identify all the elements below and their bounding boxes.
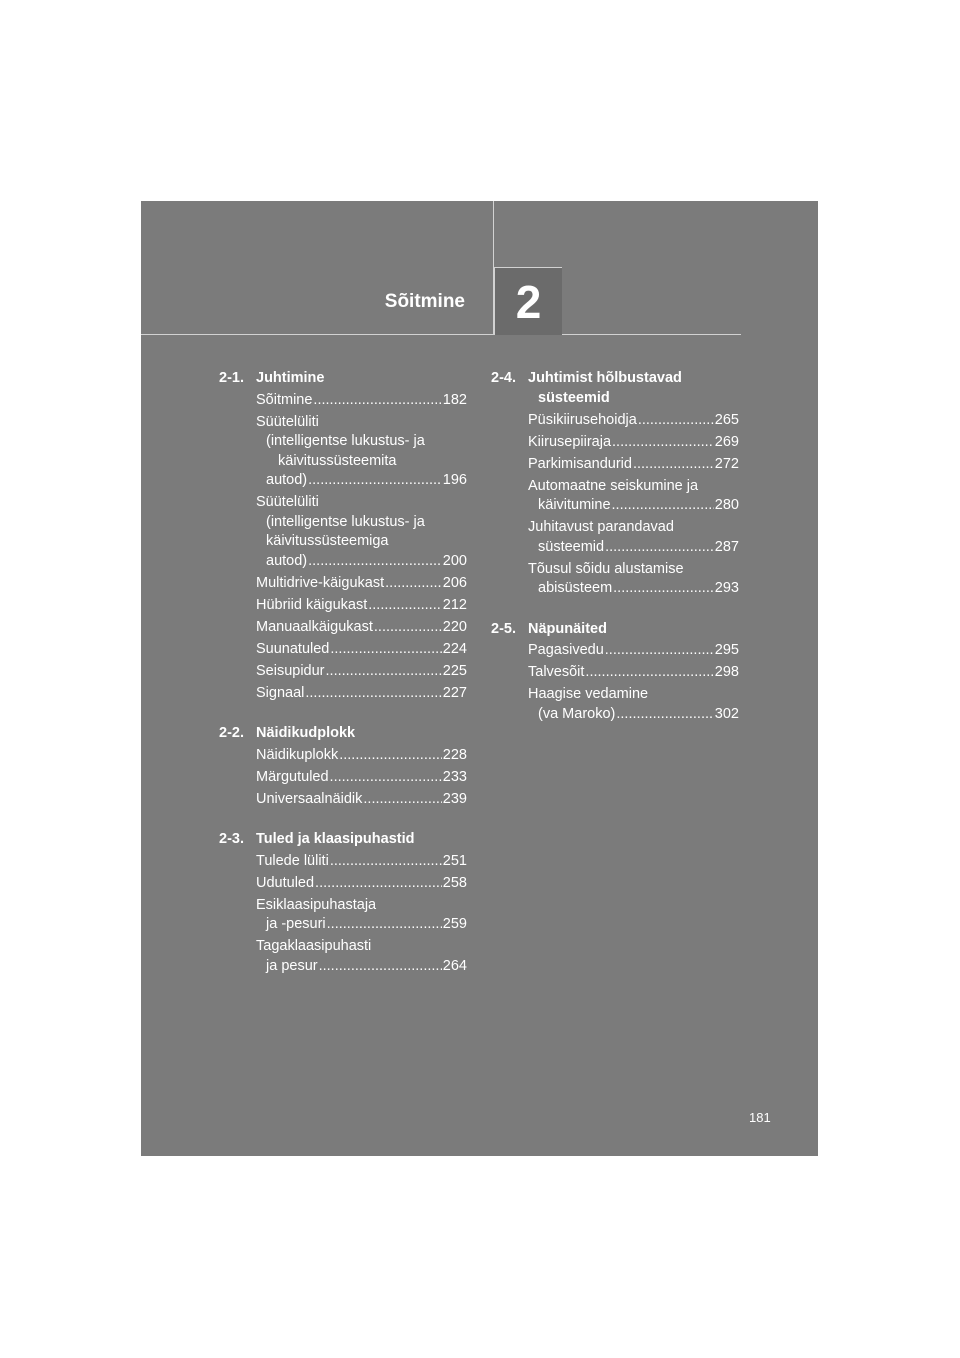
entry-text: Püsikiirusehoidja [528, 411, 637, 428]
entry-text: Tulede lüliti [256, 852, 329, 869]
entry-row [528, 705, 739, 725]
entry-row [256, 790, 467, 810]
toc-entry[interactable] [528, 663, 739, 683]
entry-row [256, 552, 467, 572]
entry-row [256, 640, 467, 660]
entry-page: 265 [714, 411, 739, 428]
toc-entry[interactable] [528, 685, 739, 724]
entry-row [256, 596, 467, 616]
entry-text: Udutuled [256, 874, 315, 891]
dot-leader [315, 874, 442, 894]
dot-leader [613, 579, 714, 599]
dot-leader [374, 618, 442, 638]
section-heading [219, 829, 467, 849]
header-horizontal-rule [141, 334, 741, 335]
section-title-continued [491, 388, 739, 408]
section-heading [219, 723, 467, 743]
toc-entry[interactable] [256, 746, 467, 766]
entry-row [256, 852, 467, 872]
entry-text: Multidrive-käigukast [256, 574, 385, 591]
entry-row [528, 641, 739, 661]
section-title: Juhtimine [256, 370, 325, 386]
entry-row [256, 618, 467, 638]
section-number: 2-3. [219, 831, 244, 847]
entry-text: autod) [266, 472, 308, 488]
toc-section [219, 368, 467, 703]
entry-page: 182 [442, 391, 467, 408]
entry-page: 224 [442, 640, 467, 657]
entry-row [256, 874, 467, 894]
entry-page: 295 [714, 642, 739, 658]
entry-row [256, 574, 467, 594]
toc-entry[interactable] [256, 852, 467, 872]
dot-leader [330, 768, 442, 788]
entry-text: Manuaalkäigukast [256, 618, 373, 635]
entry-text: Universaalnäidik [256, 790, 363, 807]
entry-text: käivitumine [538, 497, 611, 513]
section-number: 2-5. [491, 620, 516, 637]
entry-row [256, 662, 467, 682]
entry-page: 206 [442, 574, 467, 591]
entry-line: Süütelüliti [256, 494, 319, 510]
toc-entry[interactable] [256, 684, 467, 704]
entry-row [528, 579, 739, 599]
toc-left-column [219, 368, 467, 996]
dot-leader [605, 538, 714, 558]
dot-leader [319, 957, 442, 977]
section-title: Näidikudplokk [256, 725, 356, 741]
entry-text: ja -pesuri [266, 916, 326, 932]
section-title: Juhtimist hõlbustavad [528, 370, 682, 386]
entry-row [528, 663, 739, 683]
dot-leader [363, 790, 441, 810]
section-number: 2-2. [219, 725, 244, 741]
chapter-number: 2 [494, 267, 562, 335]
entry-row [256, 915, 467, 935]
section-heading [219, 368, 467, 388]
entry-text: abisüsteem [538, 580, 613, 596]
toc-section [491, 619, 739, 725]
section-number: 2-1. [219, 370, 244, 386]
dot-leader [368, 596, 442, 616]
entry-text: Suunatuled [256, 640, 330, 657]
dot-leader [330, 640, 441, 660]
toc-entry[interactable] [256, 493, 467, 571]
entry-row [256, 957, 467, 977]
toc-entry[interactable] [256, 596, 467, 616]
dot-leader [305, 684, 441, 704]
entry-text: süsteemid [538, 538, 605, 555]
toc-entry[interactable] [256, 790, 467, 810]
entry-page: 269 [714, 433, 739, 450]
entry-page: 298 [714, 664, 739, 680]
entry-page: 264 [442, 957, 467, 974]
entry-line: Haagise vedamine [528, 686, 649, 702]
section-title: süsteemid [538, 390, 610, 406]
dot-leader [313, 391, 441, 411]
toc-entry[interactable] [256, 574, 467, 594]
section-title: Näpunäited [528, 620, 607, 637]
entry-page: 228 [442, 746, 467, 763]
entry-page: 225 [442, 662, 467, 679]
entry-page: 287 [714, 538, 739, 555]
entry-page: 272 [714, 455, 739, 472]
entry-line: (intelligentse lukustus- ja [266, 513, 425, 530]
entry-page: 196 [442, 472, 467, 488]
section-title: Tuled ja klaasipuhastid [256, 831, 415, 847]
entry-row [256, 684, 467, 704]
section-heading [491, 619, 739, 639]
chapter-title: Sõitmine [384, 291, 465, 312]
entry-text: autod) [266, 552, 308, 569]
toc-entry[interactable] [256, 768, 467, 788]
dot-leader [326, 662, 442, 682]
dot-leader [327, 915, 442, 935]
entry-page: 258 [442, 874, 467, 891]
entry-page: 233 [442, 768, 467, 785]
section-number-spacer [491, 388, 528, 408]
toc-entry[interactable] [528, 477, 739, 516]
toc-right-column [491, 368, 739, 744]
toc-entry[interactable] [256, 896, 467, 935]
entry-line: Tõusul sõidu alustamise [528, 560, 684, 577]
entry-page: 239 [442, 790, 467, 807]
toc-entry[interactable] [528, 518, 739, 557]
toc-entry[interactable] [528, 411, 739, 431]
dot-leader [638, 411, 714, 431]
toc-entry[interactable] [256, 618, 467, 638]
toc-entry[interactable] [528, 433, 739, 453]
dot-leader [339, 746, 442, 766]
entry-text: Sõitmine [256, 391, 313, 408]
entry-page: 293 [714, 580, 739, 596]
entry-row [256, 391, 467, 411]
entry-line: Tagaklaasipuhasti [256, 938, 372, 954]
section-heading [491, 368, 739, 388]
dot-leader [585, 663, 713, 683]
entry-page: 200 [442, 552, 467, 569]
toc-section [219, 829, 467, 976]
dot-leader [612, 496, 714, 516]
dot-leader [308, 552, 442, 572]
toc-entry[interactable] [256, 413, 467, 491]
entry-page: 302 [714, 705, 739, 722]
entry-line: (intelligentse lukustus- ja [266, 433, 425, 449]
dot-leader [385, 574, 442, 594]
entry-row [256, 471, 467, 491]
entry-text: Näidikuplokk [256, 746, 339, 763]
toc-entry[interactable] [256, 391, 467, 411]
toc-entry[interactable] [256, 640, 467, 660]
entry-line: Juhitavust parandavad [528, 519, 674, 535]
entry-text: Seisupidur [256, 662, 325, 679]
toc-entry[interactable] [528, 641, 739, 661]
entry-line: Süütelüliti [256, 413, 319, 430]
dot-leader [605, 641, 714, 661]
dot-leader [330, 852, 442, 872]
entry-page: 212 [442, 596, 467, 613]
entry-text: Signaal [256, 684, 305, 701]
entry-text: Parkimisandurid [528, 455, 632, 472]
entry-text: Kiirusepiiraja [528, 433, 612, 450]
entry-line: käivitussüsteemiga [266, 533, 389, 549]
entry-line: Automaatne seiskumine ja [528, 477, 699, 494]
entry-row [528, 433, 739, 453]
entry-page: 280 [714, 497, 739, 513]
entry-text: Hübriid käigukast [256, 596, 368, 613]
toc-section [219, 723, 467, 809]
entry-text: Märgutuled [256, 768, 329, 785]
entry-row [528, 538, 739, 558]
entry-row [256, 746, 467, 766]
dot-leader [612, 433, 714, 453]
toc-section [491, 368, 739, 599]
entry-page: 251 [442, 852, 467, 869]
page-number: 181 [749, 1110, 771, 1125]
entry-text: Pagasivedu [528, 642, 604, 658]
entry-page: 220 [442, 618, 467, 635]
entry-line: Esiklaasipuhastaja [256, 896, 377, 913]
dot-leader [308, 471, 442, 491]
entry-text: Talvesõit [528, 664, 585, 680]
toc-entry[interactable] [256, 662, 467, 682]
entry-text: (va Maroko) [538, 705, 616, 722]
entry-page: 227 [442, 684, 467, 701]
toc-entry[interactable] [256, 874, 467, 894]
entry-row [528, 411, 739, 431]
entry-text: ja pesur [266, 957, 318, 974]
section-number: 2-4. [491, 370, 516, 386]
entry-row [528, 455, 739, 475]
dot-leader [633, 455, 714, 475]
entry-line: käivitussüsteemita [278, 452, 397, 469]
dot-leader [616, 705, 713, 725]
entry-row [528, 496, 739, 516]
toc-entry[interactable] [528, 455, 739, 475]
entry-page: 259 [442, 916, 467, 932]
toc-entry[interactable] [528, 560, 739, 599]
toc-entry[interactable] [256, 937, 467, 976]
entry-row [256, 768, 467, 788]
